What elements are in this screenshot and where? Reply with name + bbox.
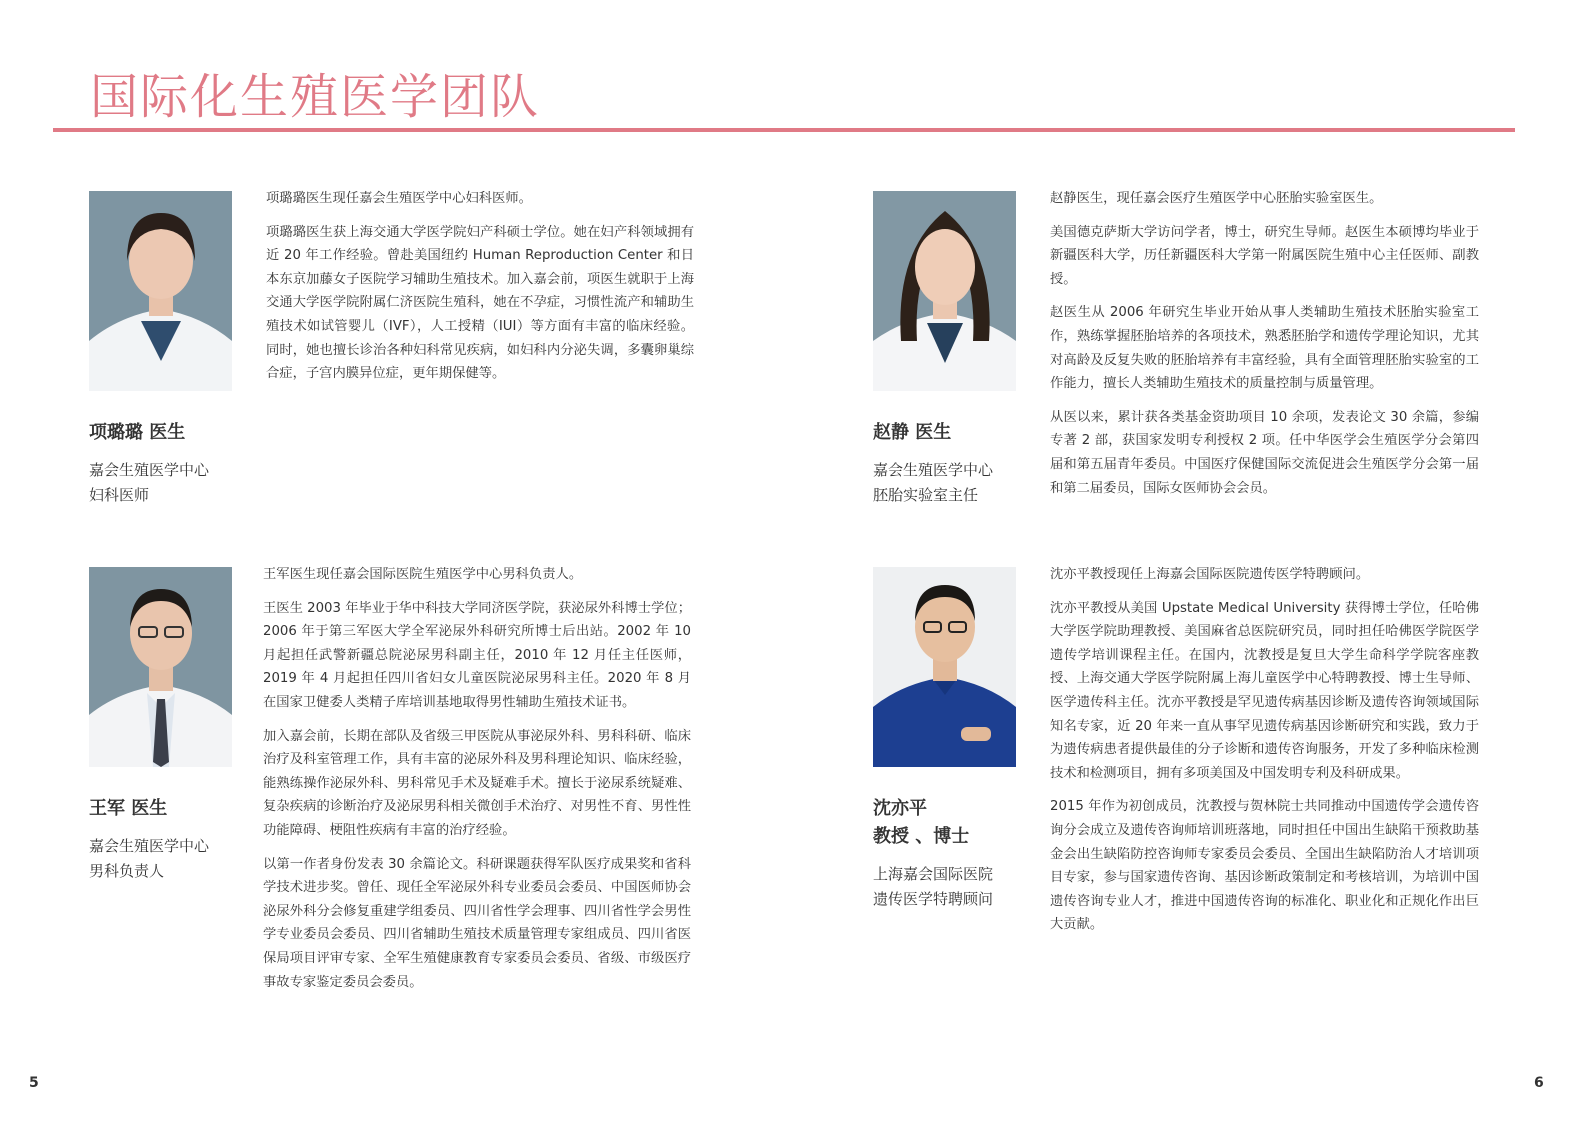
bio-paragraph: 美国德克萨斯大学访问学者，博士，研究生导师。赵医生本硕博均毕业于新疆医科大学，历任新疆医科大学第一附属医院生殖中心主任医师、副教授。 <box>1050 224 1479 287</box>
bio-paragraph: 王军医生现任嘉会国际医院生殖医学中心男科负责人。 <box>263 567 583 582</box>
doctor-photo-xiang <box>89 191 232 391</box>
doctor-role-line1-wang: 嘉会生殖医学中心 <box>89 837 210 855</box>
bio-paragraph: 从医以来，累计获各类基金资助项目 10 余项，发表论文 30 余篇，参编专著 2 部，获国家发明专利授权 2 项。任中华医学会生殖医学分会第四届和第五届青年委员。中国医疗保健国际交流促进会生殖医学分会第一届和第二届委员，国际女医师协会会员。 <box>1050 409 1479 496</box>
doctor-role-line2-xiang: 妇科医师 <box>89 486 150 504</box>
doctor-photo-zhao <box>873 191 1016 391</box>
doctor-role-line2-zhao: 胚胎实验室主任 <box>873 486 979 504</box>
page-number-right: 6 <box>1534 1075 1544 1091</box>
doctor-role-line1-xiang: 嘉会生殖医学中心 <box>89 461 210 479</box>
title-rule <box>53 128 1515 132</box>
doctor-bio-shen <box>1050 563 1479 947</box>
bio-paragraph: 项璐璐医生获上海交通大学医学院妇产科硕士学位。她在妇产科领域拥有近 20 年工作经验。曾赴美国纽约 Human Reproduction Center 和日本东京加藤女子医院学习辅助生殖技术。加入嘉会前，项医生就职于上海交通大学医学院附属仁济医院生殖科，她在不孕症，习惯性流产和辅助生殖技术如试管婴儿（IVF），人工授精（IUI）等方面有丰富的临床经验。同时，她也擅长诊治各种妇科常见疾病，如妇科内分泌失调，多囊卵巢综合症，子宫内膜异位症，更年期保健等。 <box>266 224 694 382</box>
doctor-name-line2-shen: 教授 、博士 <box>873 826 970 847</box>
doctor-role-line1-zhao: 嘉会生殖医学中心 <box>873 461 994 479</box>
bio-paragraph: 加入嘉会前，长期在部队及省级三甲医院从事泌尿外科、男科科研、临床治疗及科室管理工作，具有丰富的泌尿外科及男科理论知识、临床经验，能熟练操作泌尿外科、男科常见手术及疑难手术。擅长于泌尿系统疑难、复杂疾病的诊断治疗及泌尿男科相关微创手术治疗、对男性不育、男性性功能障碍、梗阻性疾病有丰富的治疗经验。 <box>263 728 691 838</box>
doctor-photo-wang <box>89 567 232 767</box>
doctor-photo-shen <box>873 567 1016 767</box>
doctor-bio-zhao <box>1050 187 1479 510</box>
bio-paragraph: 赵静医生，现任嘉会医疗生殖医学中心胚胎实验室医生。 <box>1050 191 1383 206</box>
bio-paragraph: 王医生 2003 年毕业于华中科技大学同济医学院，获泌尿外科博士学位；2006 年于第三军医大学全军泌尿外科研究所博士后出站。2002 年 10 月起担任武警新疆总院泌尿男科副主任，2010 年 12 月任主任医师，2019 年 4 月起担任四川省妇女儿童医院泌尿男科主任。2020 年 8 月在国家卫健委人类精子库培训基地取得男性辅助生殖技术证书。 <box>263 600 691 710</box>
doctor-name-wang: 王军 医生 <box>89 798 168 819</box>
bio-paragraph: 2015 年作为初创成员，沈教授与贺林院士共同推动中国遗传学会遗传咨询分会成立及遗传咨询师培训班落地，同时担任中国出生缺陷干预救助基金会出生缺陷防控咨询师专家委员会委员、全国出生缺陷防治人才培训项目专家，参与国家遗传咨询、基因诊断政策制定和考核培训，为培训中国遗传咨询专业人才，推进中国遗传咨询的标准化、职业化和正规化作出巨大贡献。 <box>1050 799 1479 933</box>
bio-paragraph: 沈亦平教授从美国 Upstate Medical University 获得博士学位，任哈佛大学医学院助理教授、美国麻省总医院研究员，同时担任哈佛医学院医学遗传学培训课程主任。在国内，沈教授是复旦大学生命科学学院客座教授、上海交通大学医学院附属上海儿童医学中心特聘教授、博士生导师、医学遗传科主任。沈亦平教授是罕见遗传病基因诊断及遗传咨询领域国际知名专家，近 20 年来一直从事罕见遗传病基因诊断研究和实践，致力于为遗传病患者提供最佳的分子诊断和遗传咨询服务，开发了多种临床检测技术和检测项目，拥有多项美国及中国发明专利及科研成果。 <box>1050 600 1479 781</box>
doctor-name-line1-shen: 沈亦平 <box>873 798 927 819</box>
page-number-left: 5 <box>29 1075 39 1091</box>
doctor-name-zhao: 赵静 医生 <box>873 422 952 443</box>
doctor-role-line1-shen: 上海嘉会国际医院 <box>873 865 994 883</box>
page-title: 国际化生殖医学团队 <box>90 69 541 125</box>
bio-paragraph: 项璐璐医生现任嘉会生殖医学中心妇科医师。 <box>266 191 532 206</box>
doctor-role-line2-wang: 男科负责人 <box>89 862 165 880</box>
bio-paragraph: 以第一作者身份发表 30 余篇论文。科研课题获得军队医疗成果奖和省科学技术进步奖。曾任、现任全军泌尿外科专业委员会委员、中国医师协会泌尿外科分会修复重建学组委员、四川省性学会理事、四川省性学会男性学专业委员会委员、四川省辅助生殖技术质量管理专家组成员、四川省医保局项目评审专家、全军生殖健康教育专家委员会委员、省级、市级医疗事故专家鉴定委员会委员。 <box>263 856 691 990</box>
bio-paragraph: 赵医生从 2006 年研究生毕业开始从事人类辅助生殖技术胚胎实验室工作，熟练掌握胚胎培养的各项技术，熟悉胚胎学和遗传学理论知识，尤其对高龄及反复失败的胚胎培养有丰富经验，具有全面管理胚胎实验室的工作能力，擅长人类辅助生殖技术的质量控制与质量管理。 <box>1050 305 1479 392</box>
doctor-name-xiang: 项璐璐 医生 <box>89 422 186 443</box>
bio-paragraph: 沈亦平教授现任上海嘉会国际医院遗传医学特聘顾问。 <box>1050 567 1370 582</box>
doctor-role-line2-shen: 遗传医学特聘顾问 <box>873 890 994 908</box>
doctor-bio-xiang <box>266 187 694 396</box>
doctor-bio-wang <box>263 563 691 1004</box>
